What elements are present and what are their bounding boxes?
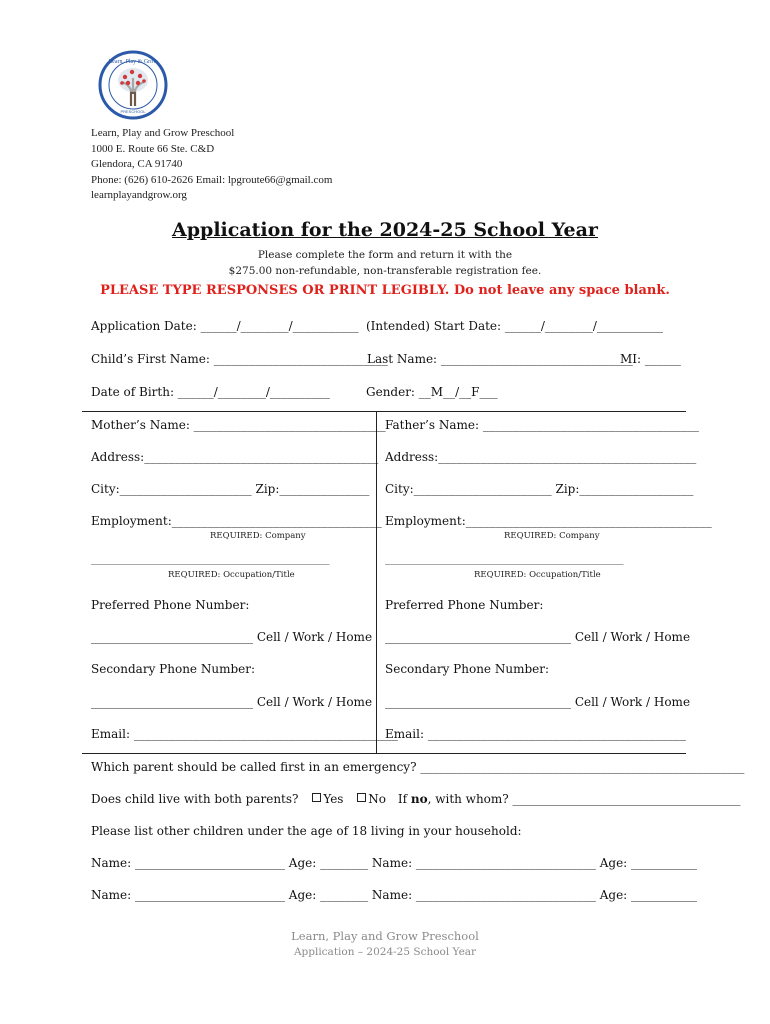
- child-row-2[interactable]: Name: _________________________ Age: ________ Name: ______________________________ Age: ___________: [91, 888, 698, 902]
- footer-school-name: Learn, Play and Grow Preschool: [291, 929, 479, 943]
- other-children-label: Please list other children under the age of 18 living in your household:: [91, 824, 522, 838]
- logo-text-bottom: PRESCHOOL: [120, 109, 146, 114]
- yes-option[interactable]: [312, 792, 343, 806]
- if-no-prefix: If: [397, 792, 411, 806]
- school-logo: [98, 50, 168, 120]
- subtitle-line2: $275.00 non-refundable, non-transferable registration fee.: [228, 265, 542, 277]
- no-label: No: [368, 792, 387, 806]
- yes-checkbox[interactable]: [312, 793, 321, 802]
- emergency-contact-field[interactable]: Which parent should be called first in an emergency? ______________________________________________________: [91, 760, 745, 774]
- father-address-field[interactable]: Address:___________________________________________: [385, 450, 697, 464]
- child-last-name-field[interactable]: Last Name: ________________________________: [367, 352, 633, 366]
- mother-req-company-label: REQUIRED: Company: [210, 531, 306, 541]
- mother-email-field[interactable]: Email: ____________________________________________: [91, 727, 398, 741]
- start-date-field[interactable]: (Intended) Start Date: ______/________/___________: [366, 319, 663, 333]
- subtitle-line1: Please complete the form and return it with the: [257, 249, 513, 261]
- mother-preferred-phone-label: Preferred Phone Number:: [91, 598, 250, 612]
- date-of-birth-field[interactable]: Date of Birth: ______/________/__________: [91, 385, 330, 399]
- parents-table-top-border: [82, 411, 686, 412]
- yes-label: Yes: [323, 792, 344, 806]
- footer-application-title: Application – 2024-25 School Year: [293, 946, 477, 958]
- org-name: Learn, Play and Grow Preschool: [91, 127, 235, 139]
- father-occupation-field[interactable]: _____________________________________________________: [385, 555, 624, 565]
- father-email-field[interactable]: Email: ___________________________________________: [385, 727, 686, 741]
- child-row-1[interactable]: Name: _________________________ Age: ________ Name: ______________________________ Age: ___________: [91, 856, 698, 870]
- org-info: [91, 126, 332, 204]
- mother-name-field[interactable]: Mother’s Name: ________________________________: [91, 418, 386, 432]
- father-name-field[interactable]: Father’s Name: ____________________________________: [385, 418, 699, 432]
- father-req-occupation-label: REQUIRED: Occupation/Title: [474, 570, 601, 580]
- father-city-zip-field[interactable]: City:_______________________ Zip:___________________: [385, 482, 694, 496]
- mother-secondary-phone-label: Secondary Phone Number:: [91, 662, 256, 676]
- if-no-suffix: , with whom? ______________________________________: [427, 792, 741, 806]
- logo-text-top: Learn, Play & Grow: [108, 59, 158, 65]
- mother-preferred-phone-field[interactable]: ___________________________ Cell / Work / Home: [91, 630, 373, 644]
- mother-address-field[interactable]: Address:_______________________________________: [91, 450, 379, 464]
- father-preferred-phone-label: Preferred Phone Number:: [385, 598, 544, 612]
- application-date-field[interactable]: Application Date: ______/________/___________: [91, 319, 359, 333]
- mother-employment-field[interactable]: Employment:___________________________________: [91, 514, 382, 528]
- no-option[interactable]: [357, 792, 386, 806]
- mother-req-occupation-label: REQUIRED: Occupation/Title: [168, 570, 295, 580]
- page-title: Application for the 2024-25 School Year: [172, 219, 598, 241]
- live-with-both-question: Does child live with both parents?: [91, 792, 299, 806]
- child-first-name-field[interactable]: Child’s First Name: _____________________________: [91, 352, 388, 366]
- father-req-company-label: REQUIRED: Company: [504, 531, 600, 541]
- if-no-with-whom-field[interactable]: [398, 792, 741, 806]
- live-with-both-row: [91, 792, 741, 806]
- mother-secondary-phone-field[interactable]: ___________________________ Cell / Work / Home: [91, 695, 373, 709]
- org-website: learnplayandgrow.org: [91, 189, 187, 201]
- org-address1: 1000 E. Route 66 Ste. C&D: [91, 142, 215, 155]
- mother-occupation-field[interactable]: _____________________________________________________: [91, 555, 330, 565]
- no-checkbox[interactable]: [357, 793, 366, 802]
- org-address2: Glendora, CA 91740: [91, 158, 183, 170]
- father-secondary-phone-field[interactable]: _______________________________ Cell / Work / Home: [385, 695, 691, 709]
- father-secondary-phone-label: Secondary Phone Number:: [385, 662, 550, 676]
- org-contact: Phone: (626) 610-2626 Email: lpgroute66@gmail.com: [91, 173, 333, 186]
- legibility-warning: PLEASE TYPE RESPONSES OR PRINT LEGIBLY. Do not leave any space blank.: [100, 283, 670, 298]
- gender-field[interactable]: Gender: __M__/__F___: [366, 385, 498, 399]
- father-employment-field[interactable]: Employment:_________________________________________: [385, 514, 712, 528]
- parents-table-bottom-border: [82, 753, 686, 754]
- if-no-bold: no: [410, 792, 428, 806]
- child-mi-field[interactable]: MI: ______: [620, 352, 681, 366]
- father-preferred-phone-field[interactable]: _______________________________ Cell / Work / Home: [385, 630, 691, 644]
- mother-city-zip-field[interactable]: City:______________________ Zip:_______________: [91, 482, 370, 496]
